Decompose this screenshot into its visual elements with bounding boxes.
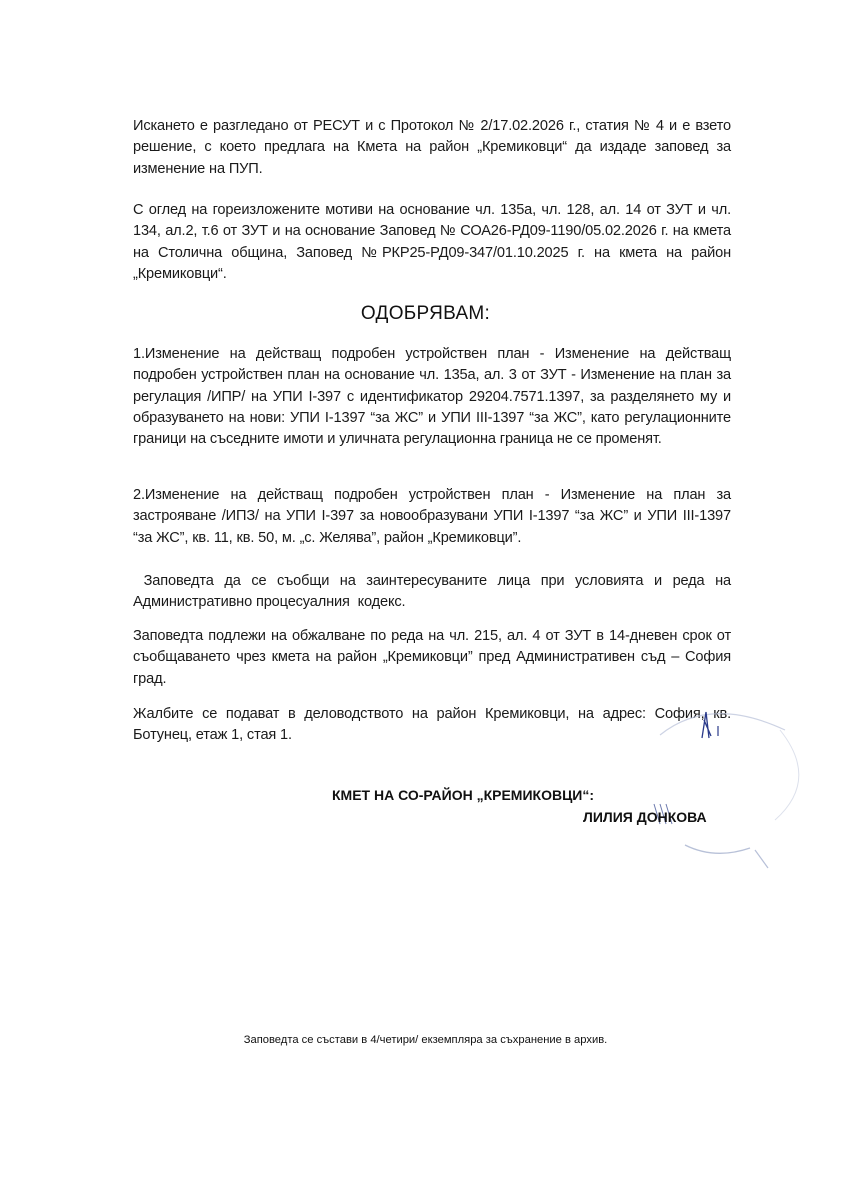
signatory-title: КМЕТ НА СО-РАЙОН „КРЕМИКОВЦИ“: (332, 787, 595, 803)
paragraph-resut: Искането е разгледано от РЕСУТ и с Протокол № 2/17.02.2026 г., статия № 4 и е взето решение, с което предлага на Кмета на район „Кремиковци“ да издаде заповед за изменение на ПУП. (133, 118, 731, 177)
item-2: 2.Изменение на действащ подробен устройствен план - Изменение на план за застрояване /ИПЗ/ на УПИ I-397 за новообразувани УПИ I-1397 “за ЖС” и УПИ III-1397 “за ЖС”, кв. 11, кв. 50, м. „с. Желява”, район „Кремиковци”. (133, 487, 731, 546)
signatory-name: ЛИЛИЯ ДОНКОВА (583, 809, 707, 825)
item-1: 1.Изменение на действащ подробен устройствен план - Изменение на действащ подробен устройствен план на основание чл. 135а, ал. 3 от ЗУТ - Изменение на план за регулация /ИПР/ на УПИ I-397 с идентификатор 29204.7571.1397, за разделянето му и образуването на нови: УПИ I-1397 “за ЖС” и УПИ III-1397 “за ЖС”, като регулационните граници на съседните имоти и уличната регулационна граница не се променят. (133, 346, 731, 448)
notice-communication: Заповедта да се съобщи на заинтересуваните лица при условията и реда на Административно процесуалния кодекс. (133, 573, 735, 611)
notice-complaints: Жалбите се подават в деловодството на район Кремиковци, на адрес: София, кв. Ботунец, етаж 1, стая 1. (133, 706, 731, 744)
signature-icon (690, 708, 730, 748)
approval-heading: ОДОБРЯВАМ: (360, 303, 491, 324)
paragraph-legal-basis: С оглед на гореизложените мотиви на основание чл. 135а, чл. 128, ал. 14 от ЗУТ и чл. 134, ал.2, т.6 от ЗУТ и на основание Заповед № СОА26-РД09-1190/05.02.2026 г. на кмета на Столична община, Заповед №РКР25-РД09-347/01.10.2025 г. на кмета на район „Кремиковци“. (133, 202, 731, 282)
footer-note: Заповедта се състави в 4/четири/ екземпляра за съхранение в архив. (243, 1034, 608, 1046)
notice-appeal: Заповедта подлежи на обжалване по реда на чл. 215, ал. 4 от ЗУТ в 14-дневен срок от съобщаването чрез кмета на район „Кремиковци” пред Административен съд – София град. (133, 628, 731, 687)
